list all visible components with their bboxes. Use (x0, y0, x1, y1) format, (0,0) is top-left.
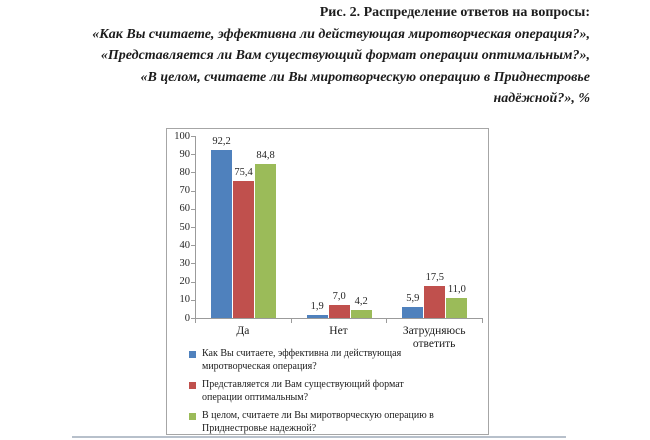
y-axis-tick-label: 40 (179, 239, 190, 251)
legend-swatch (189, 351, 196, 358)
bar-value-label: 92,2 (212, 136, 231, 148)
legend-swatch (189, 382, 196, 389)
y-axis-line (195, 136, 196, 319)
caption-line-question-3: «В целом, считаете ли Вы миротворческую операцию в Приднестровье (140, 69, 590, 85)
legend-label: Представляется ли Вам существующий формат операции оптимальным? (202, 378, 404, 403)
y-axis-tick-label: 60 (179, 203, 190, 215)
bar (402, 307, 423, 318)
y-axis-tick-mark (191, 245, 195, 246)
y-axis-tick-mark (191, 300, 195, 301)
y-axis-tick-mark (191, 282, 195, 283)
y-axis-tick-mark (191, 172, 195, 173)
y-axis-tick-mark (191, 154, 195, 155)
y-axis-tick-label: 80 (179, 166, 190, 178)
bar-value-label: 75,4 (234, 166, 253, 178)
y-axis-tick-mark (191, 209, 195, 210)
bar-value-label: 11,0 (447, 283, 466, 295)
bar (351, 310, 372, 318)
y-axis-tick-label: 70 (179, 185, 190, 197)
legend-label: В целом, считаете ли Вы миротворческую операцию в Приднестровье надежной? (202, 409, 434, 434)
bar-value-label: 1,9 (310, 300, 324, 312)
legend-label: Как Вы считаете, эффективна ли действующая миротворческая операция? (202, 348, 402, 372)
x-axis-tick-mark (386, 319, 387, 323)
caption-line-question-1: «Как Вы считаете, эффективна ли действующая миротворческая операция?», (92, 26, 590, 42)
figure-caption (0, 2, 590, 110)
bar (255, 164, 276, 318)
x-axis-tick-mark (195, 319, 196, 323)
y-axis-tick-label: 100 (174, 130, 190, 142)
bar (446, 298, 467, 318)
y-axis-tick-label: 10 (179, 294, 190, 306)
y-axis-tick-label: 90 (179, 148, 190, 160)
x-axis-tick-mark (482, 319, 483, 323)
x-axis-tick-mark (291, 319, 292, 323)
y-axis-tick-mark (191, 263, 195, 264)
bar-value-label: 7,0 (332, 291, 346, 303)
y-axis-tick-label: 30 (179, 257, 190, 269)
bar (233, 181, 254, 318)
bar-value-label: 17,5 (425, 272, 445, 284)
bar (307, 315, 328, 318)
y-axis-tick-mark (191, 191, 195, 192)
bar-value-label: 4,2 (354, 296, 368, 308)
caption-line-question-2: «Представляется ли Вам существующий формат операции оптимальным?», (100, 48, 590, 63)
legend-swatch (189, 413, 196, 420)
chart-legend (189, 348, 469, 440)
y-axis-tick-mark (191, 136, 195, 137)
legend-entry (189, 410, 469, 436)
y-axis-tick-label: 20 (179, 276, 190, 288)
y-axis-tick-label: 50 (179, 221, 190, 233)
page-divider-line (72, 436, 566, 438)
category-label: Затрудняюсь ответить (402, 325, 466, 350)
bar-value-label: 5,9 (406, 293, 420, 305)
legend-entry (189, 348, 469, 374)
bar-chart (166, 128, 489, 435)
category-label: Нет (329, 325, 348, 337)
legend-entry (189, 379, 469, 405)
x-axis-line (195, 318, 483, 319)
bar-value-label: 84,8 (256, 149, 275, 161)
caption-line-question-3-cont: надёжной?», % (493, 91, 590, 106)
y-axis-tick-label: 0 (184, 312, 190, 324)
category-label: Да (236, 325, 250, 337)
y-axis-tick-mark (191, 227, 195, 228)
caption-line-title: Рис. 2. Распределение ответов на вопросы: (319, 5, 590, 20)
